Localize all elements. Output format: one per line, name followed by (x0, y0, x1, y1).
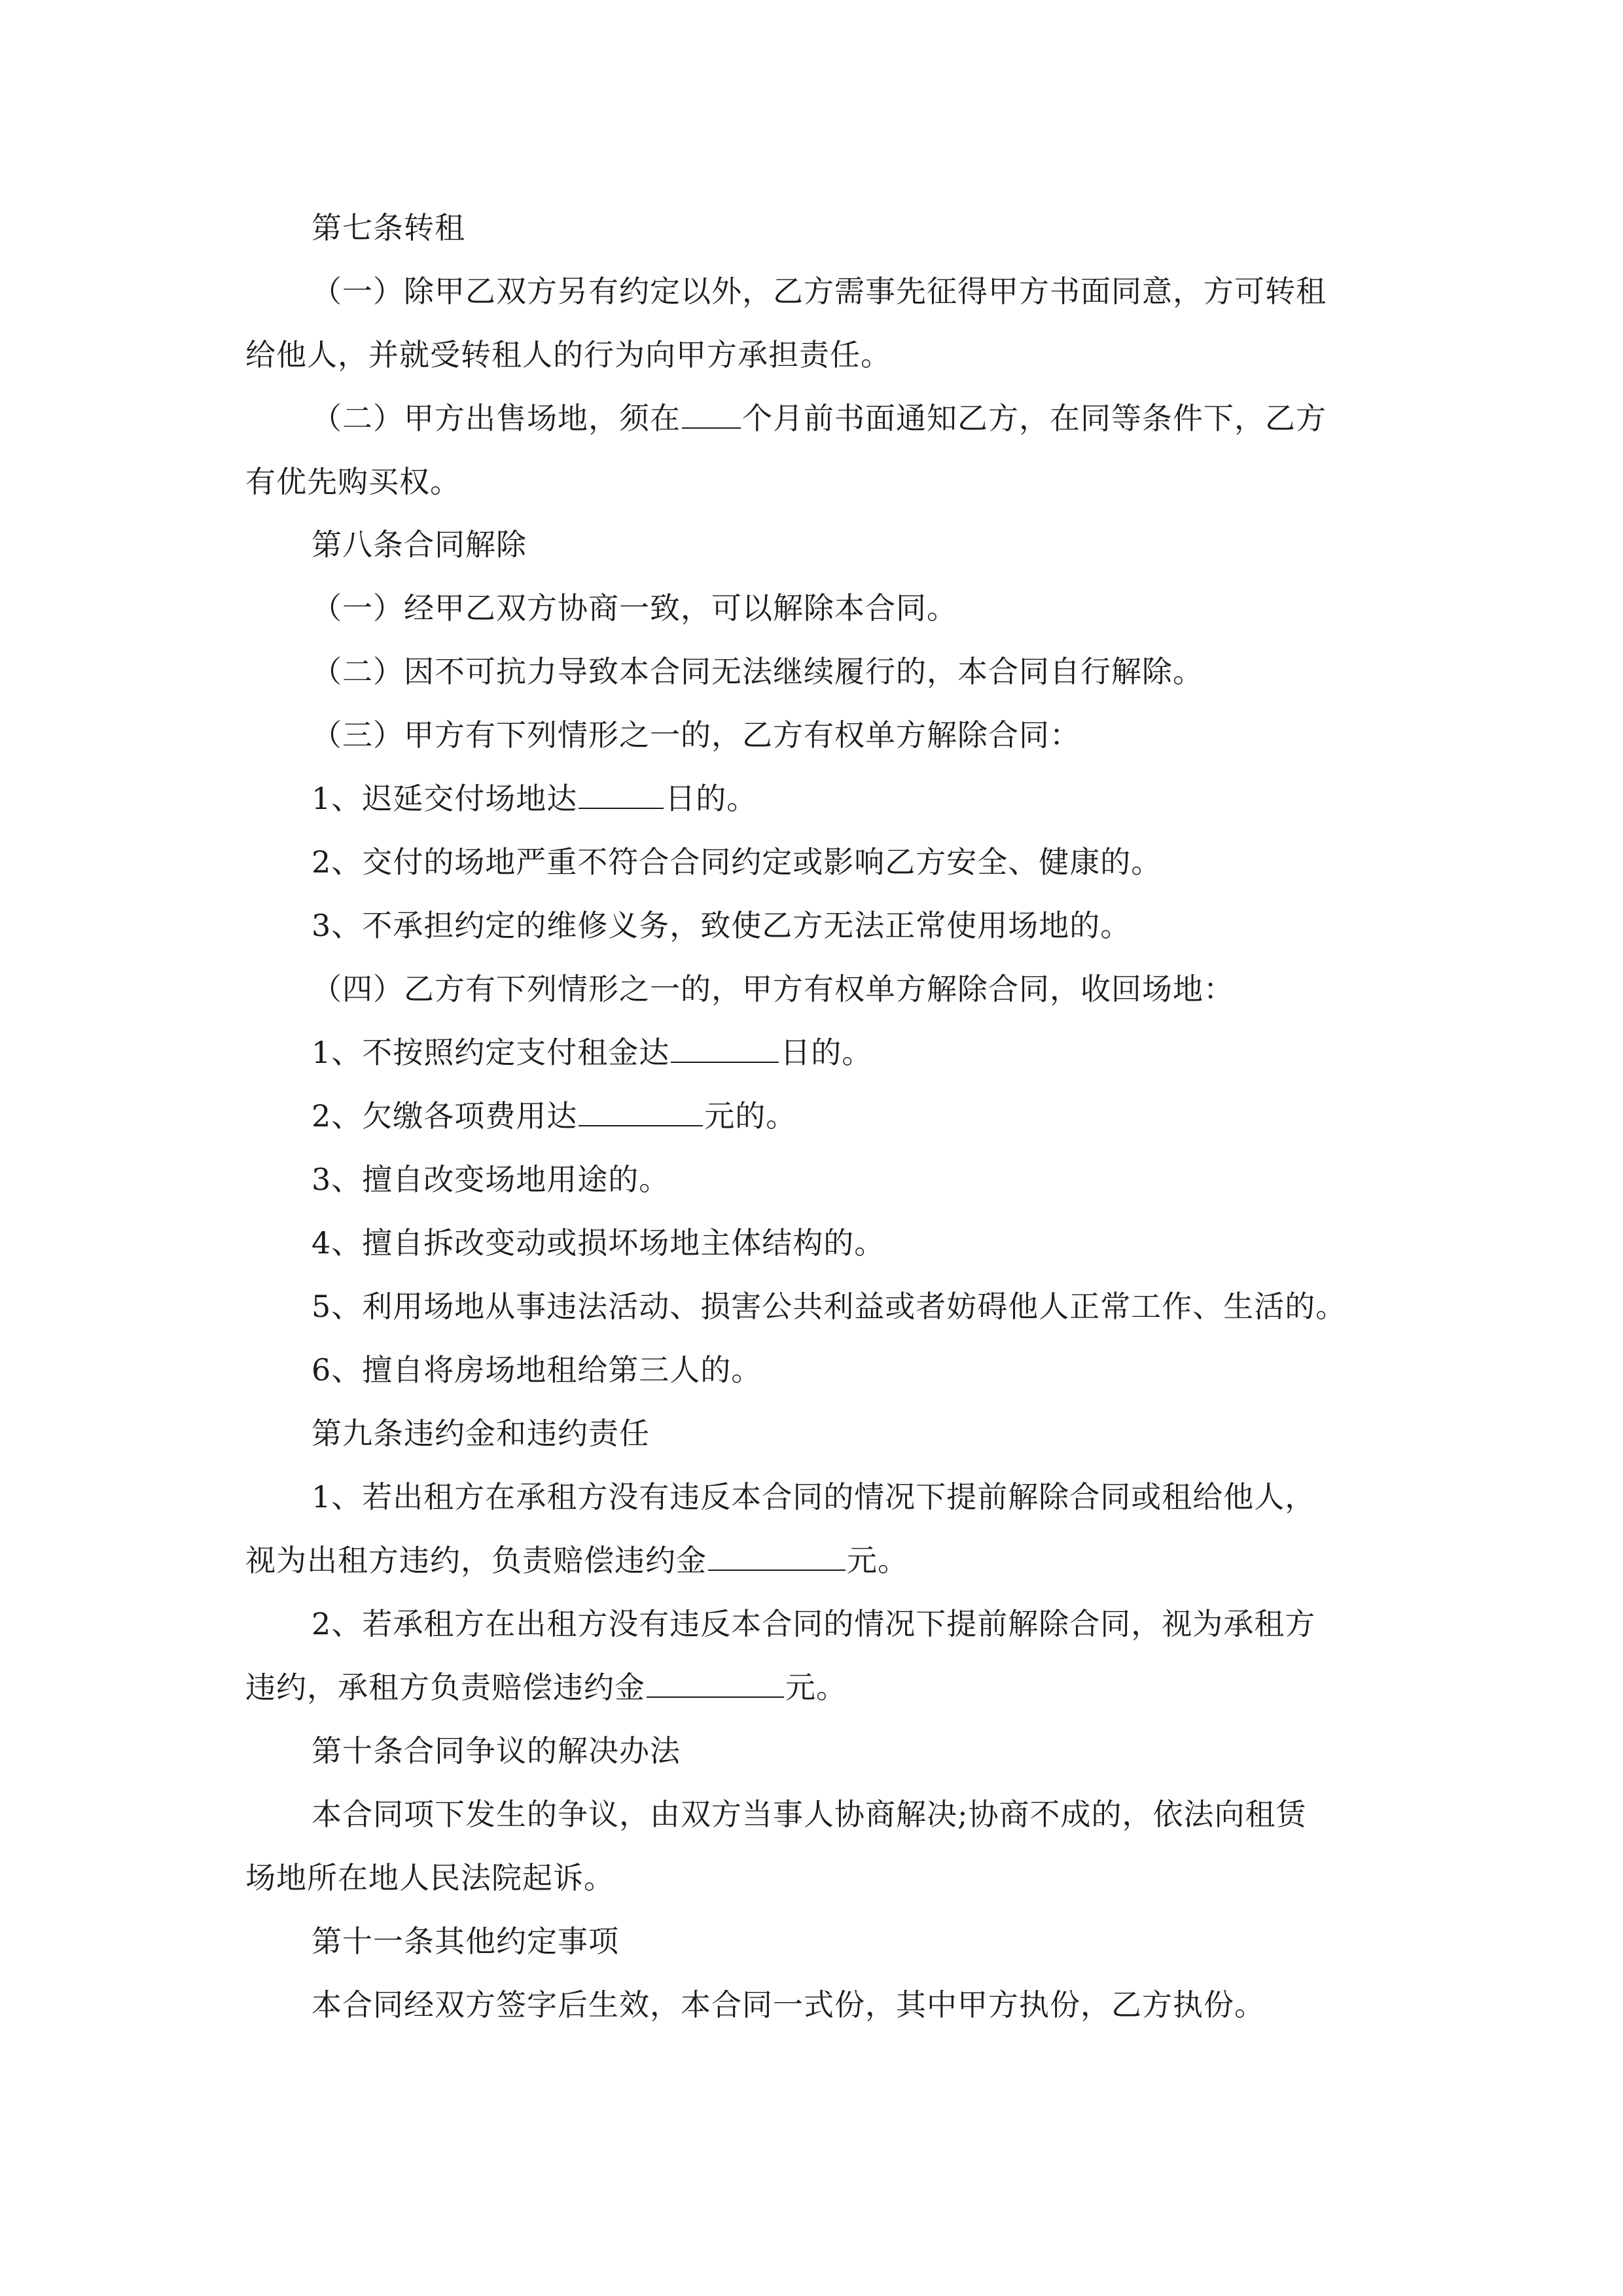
blank-line (682, 397, 741, 429)
section-9-clause-1-line-2 (245, 1537, 1423, 1583)
blank-line (671, 1031, 779, 1063)
section-8-clause-4-item-2 (312, 1093, 1489, 1139)
section-9-clause-1-line-1: 1、若出租方在承租方没有违反本合同的情况下提前解除合同或租给他人， (312, 1479, 1316, 1515)
section-8-title: 第八条合同解除 (312, 527, 527, 562)
text-segment: 元。 (785, 1670, 847, 1705)
text-segment: 元的。 (704, 1098, 797, 1134)
text-segment: 日的。 (780, 1035, 873, 1070)
text-segment: （二）甲方出售场地，须在 (312, 401, 681, 436)
section-8-clause-3-item-2: 2、交付的场地严重不符合合同约定或影响乙方安全、健康的。 (312, 844, 1162, 880)
section-8-clause-4-item-3: 3、擅自改变场地用途的。 (312, 1162, 670, 1197)
section-10-body-line-2: 场地所在地人民法院起诉。 (245, 1860, 615, 1895)
section-11-title: 第十一条其他约定事项 (312, 1924, 619, 1959)
blank-line (647, 1666, 784, 1698)
text-segment: 1、不按照约定支付租金达 (312, 1035, 670, 1070)
section-8-clause-1: （一）经甲乙双方协商一致，可以解除本合同。 (312, 590, 957, 626)
section-8-clause-4-item-4: 4、擅自拆改变动或损坏场地主体结构的。 (312, 1225, 885, 1261)
section-10-body-line-1: 本合同项下发生的争议，由双方当事人协商解决;协商不成的，依法向租赁 (312, 1797, 1307, 1832)
section-7-clause-2-line-1 (312, 395, 1489, 441)
section-7-clause-1-line-1: （一）除甲乙双方另有约定以外，乙方需事先征得甲方书面同意，方可转租 (312, 274, 1327, 309)
section-8-clause-2: （二）因不可抗力导致本合同无法继续履行的，本合同自行解除。 (312, 654, 1204, 689)
section-11-body: 本合同经双方签字后生效，本合同一式份，其中甲方执份，乙方执份。 (312, 1987, 1265, 2022)
section-8-clause-3-item-3: 3、不承担约定的维修义务，致使乙方无法正常使用场地的。 (312, 908, 1132, 943)
section-8-clause-4-item-1 (312, 1030, 1489, 1075)
section-10-title: 第十条合同争议的解决办法 (312, 1733, 681, 1768)
text-segment: 1、迟延交付场地达 (312, 781, 578, 816)
section-9-clause-2-line-1: 2、若承租方在出租方没有违反本合同的情况下提前解除合同，视为承租方 (312, 1606, 1316, 1641)
section-8-clause-4: （四）乙方有下列情形之一的，甲方有权单方解除合同，收回场地： (312, 971, 1234, 1007)
text-segment: 个月前书面通知乙方，在同等条件下，乙方 (742, 401, 1327, 436)
section-8-clause-3-item-1 (312, 776, 1489, 821)
blank-line (579, 778, 664, 809)
blank-line (708, 1539, 846, 1571)
blank-line (579, 1095, 703, 1126)
section-7-clause-1-line-2: 给他人，并就受转租人的行为向甲方承担责任。 (245, 337, 891, 372)
section-8-clause-4-item-5: 5、利用场地从事违法活动、损害公共利益或者妨碍他人正常工作、生活的。 (312, 1289, 1347, 1324)
text-segment: 元。 (847, 1543, 908, 1578)
section-8-clause-4-item-6: 6、擅自将房场地租给第三人的。 (312, 1352, 762, 1388)
section-8-clause-3: （三）甲方有下列情形之一的，乙方有权单方解除合同： (312, 717, 1080, 753)
text-segment: 日的。 (665, 781, 758, 816)
text-segment: 视为出租方违约，负责赔偿违约金 (245, 1543, 707, 1578)
section-7-clause-2-line-2: 有优先购买权。 (245, 464, 461, 499)
section-9-title: 第九条违约金和违约责任 (312, 1416, 650, 1451)
section-7-title: 第七条转租 (312, 210, 465, 245)
section-9-clause-2-line-2 (245, 1664, 1423, 1710)
text-segment: 2、欠缴各项费用达 (312, 1098, 578, 1134)
text-segment: 违约，承租方负责赔偿违约金 (245, 1670, 645, 1705)
